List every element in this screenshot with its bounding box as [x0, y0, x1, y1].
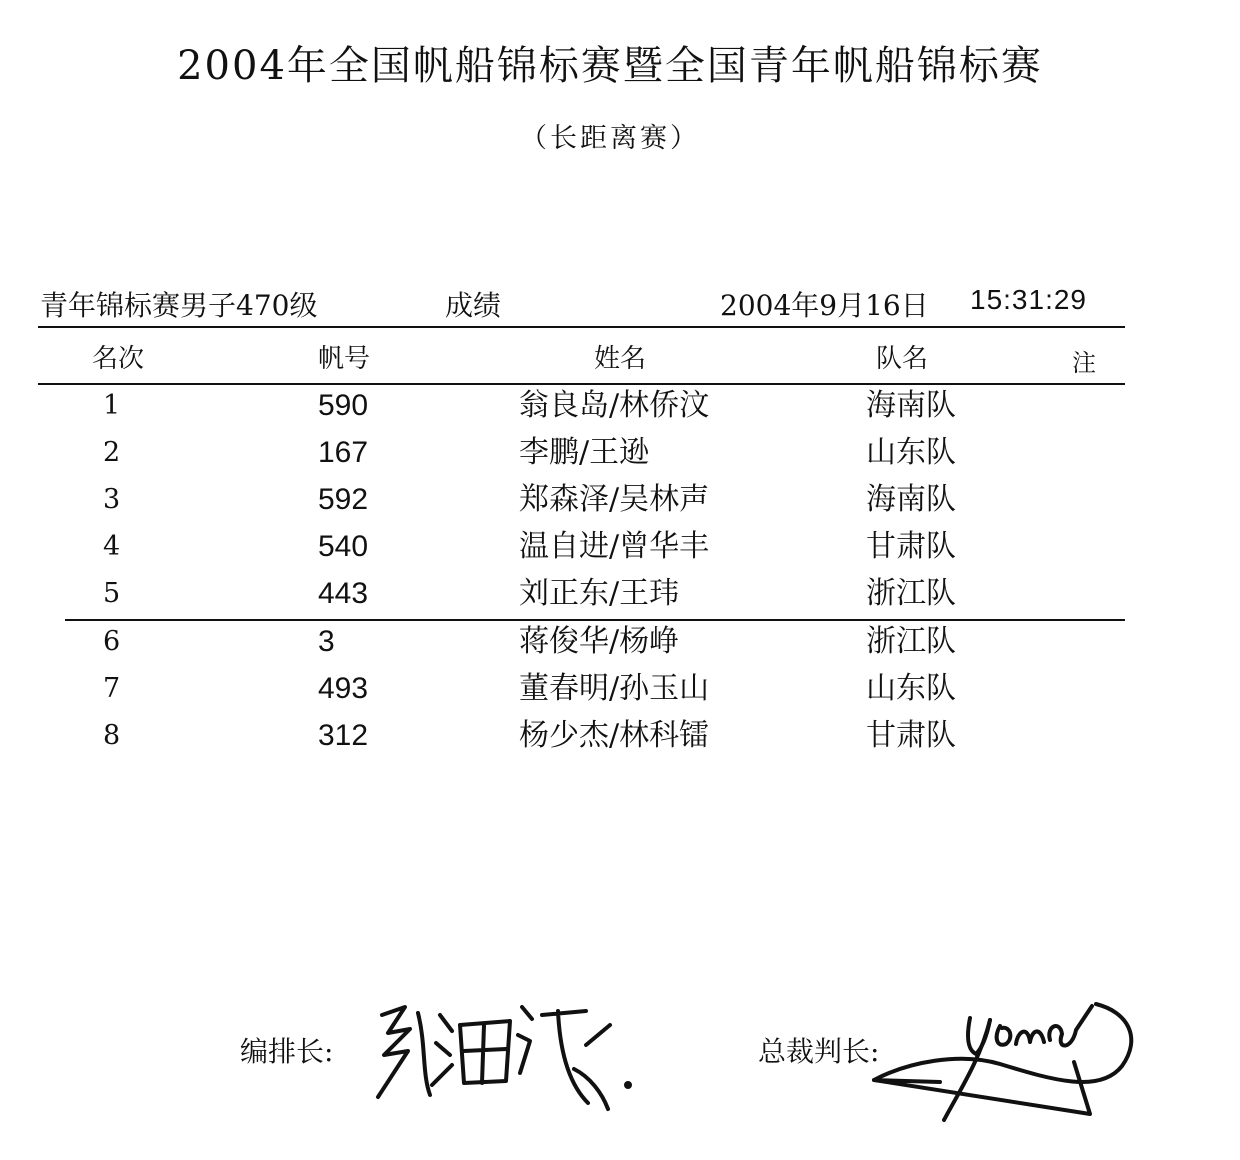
names-cell: 郑森泽/吴林声: [519, 482, 710, 517]
table-row: [0, 572, 1240, 619]
team-cell: 甘肃队: [866, 718, 956, 753]
header-top-rule: [38, 326, 1125, 328]
rank-cell: 2: [103, 437, 121, 468]
rank-cell: 7: [103, 673, 121, 704]
event-name: 青年锦标赛男子470级: [40, 289, 318, 322]
page-subtitle: （长距离赛）: [520, 123, 700, 154]
results-label: 成绩: [445, 289, 502, 322]
table-row: [0, 714, 1240, 761]
team-cell: 浙江队: [866, 624, 956, 659]
names-cell: 温自进/曾华丰: [519, 529, 710, 564]
rank-cell: 1: [103, 390, 121, 421]
table-row: [0, 384, 1240, 431]
rank-cell: 8: [103, 720, 121, 751]
chief-referee-label: 总裁判长:: [758, 1035, 880, 1068]
sail-number-cell: 312: [318, 719, 369, 752]
rank-cell: 3: [103, 484, 121, 515]
team-cell: 海南队: [866, 388, 956, 423]
names-cell: 翁良岛/林侨汶: [519, 388, 710, 423]
table-row: [0, 667, 1240, 714]
result-date: 2004年9月16日: [720, 289, 929, 322]
names-cell: 蒋俊华/杨峥: [519, 624, 680, 659]
scheduler-label: 编排长:: [240, 1035, 334, 1068]
col-names: 姓名: [594, 344, 647, 374]
table-row: [0, 620, 1240, 667]
sail-number-cell: 493: [318, 672, 369, 705]
sail-number-cell: 167: [318, 436, 369, 469]
team-cell: 山东队: [866, 671, 956, 706]
team-cell: 山东队: [866, 435, 956, 470]
table-row: [0, 431, 1240, 478]
sail-number-cell: 590: [318, 389, 369, 422]
names-cell: 董春明/孙玉山: [519, 671, 710, 706]
team-cell: 浙江队: [866, 576, 956, 611]
table-row: [0, 525, 1240, 572]
sail-number-cell: 3: [318, 625, 335, 658]
rank-cell: 5: [103, 578, 121, 609]
sail-number-cell: 540: [318, 530, 369, 563]
table-row: [0, 478, 1240, 525]
chief-referee-signature: [860, 990, 1150, 1130]
names-cell: 杨少杰/林科镭: [519, 718, 710, 753]
rank-cell: 6: [103, 626, 121, 657]
team-cell: 甘肃队: [866, 529, 956, 564]
scheduler-signature: [360, 985, 650, 1120]
team-cell: 海南队: [866, 482, 956, 517]
sail-number-cell: 443: [318, 577, 369, 610]
sail-number-cell: 592: [318, 483, 369, 516]
col-note: 注: [1072, 349, 1096, 377]
col-sail-number: 帆号: [318, 344, 371, 374]
col-team: 队名: [876, 344, 929, 374]
names-cell: 李鹏/王逊: [519, 435, 650, 470]
rank-cell: 4: [103, 531, 121, 562]
result-time: 15:31:29: [970, 284, 1087, 315]
names-cell: 刘正东/王玮: [519, 576, 680, 611]
col-rank: 名次: [92, 344, 145, 374]
page-title: 2004年全国帆船锦标赛暨全国青年帆船锦标赛: [177, 43, 1043, 89]
